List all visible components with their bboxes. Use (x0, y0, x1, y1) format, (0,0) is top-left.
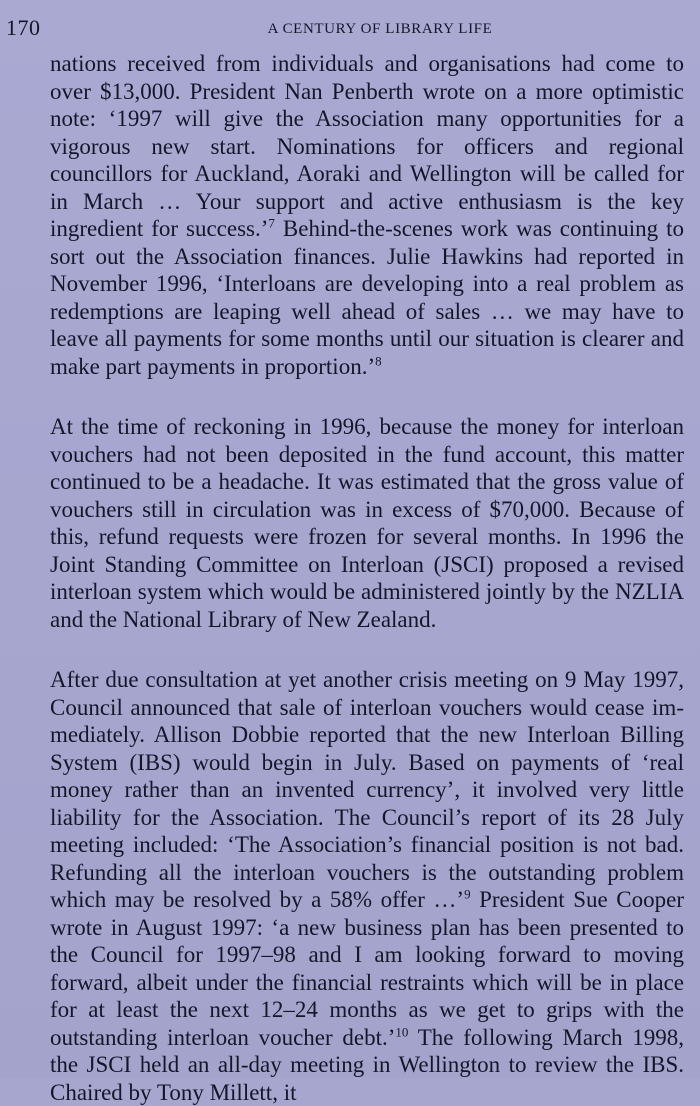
paragraph (50, 50, 684, 380)
text-segment: nations received from individuals and organisations had come to over $13,000. President Nan Penberth wrote on a more optimistic note: ‘1997 will give the Association many opportunities for a vigorous new start. Nominations for officers and regional councillors for Auckland, Aoraki and Wellington will be called for in March … Your support and active enthusiasm is the key ingredient for success.’ (50, 51, 684, 241)
paragraph (50, 413, 684, 633)
paragraph (50, 666, 684, 1106)
text-segment: At the time of reckoning in 1996, because the money for interloan vouchers had not been deposited in the fund account, this matter continued to be a headache. It was estimated that the gross value of vouchers still in circulation was in excess of $70,000. Because of this, refund requests were frozen for several months. In 1996 the Joint Standing Committee on Interloan (JSCI) proposed a revised interloan system which would be administered jointly by the NZLIA and the National Library of New Zealand. (50, 414, 684, 632)
page-number: 170 (6, 15, 41, 40)
footnote-ref: 9 (464, 886, 471, 902)
book-title: A CENTURY OF LIBRARY LIFE (267, 21, 493, 37)
running-header (0, 13, 700, 43)
text-segment: President Sue Cooper wrote in August 1997: ‘a new business plan has been presented to the Council for 1997–98 and I am looking forward to moving forward, albeit under the financial restraints which will be in place for at least the next 12–24 months as we get to grips with the outstanding interloan voucher debt.’ (50, 887, 684, 1050)
footnote-ref: 8 (375, 352, 382, 368)
text-segment: Behind-the-scenes work was continuing to sort out the Association finances. Julie Hawkins had reported in November 1996, ‘Interloans are developing into a real problem as redemptions are leaping well ahead of sales … we may have to leave all payments for some months until our situation is clearer and make part payments in proportion.’ (50, 216, 685, 379)
body-text (50, 50, 684, 1106)
footnote-ref: 7 (268, 215, 275, 231)
text-segment: The following March 1998, the JSCI held an all-day meeting in Wellington to review the IBS. Chaired by Tony Millett, it (50, 1024, 684, 1105)
footnote-ref: 10 (395, 1023, 409, 1039)
text-segment: After due consultation at yet another crisis meeting on 9 May 1997, Council announced that sale of interloan vouchers would cease immediately. Allison Dobbie reported that the new Interloan Billing System (IBS) would begin in July. Based on payments of ‘real money rather than an invented currency’, it involved very little liability for the Association. The Council’s report of its 28 July meeting included: ‘The Association’s financial position is not bad. Refunding all the interloan vouchers is the outstanding problem which may be resolved by a 58% offer …’ (50, 667, 684, 912)
